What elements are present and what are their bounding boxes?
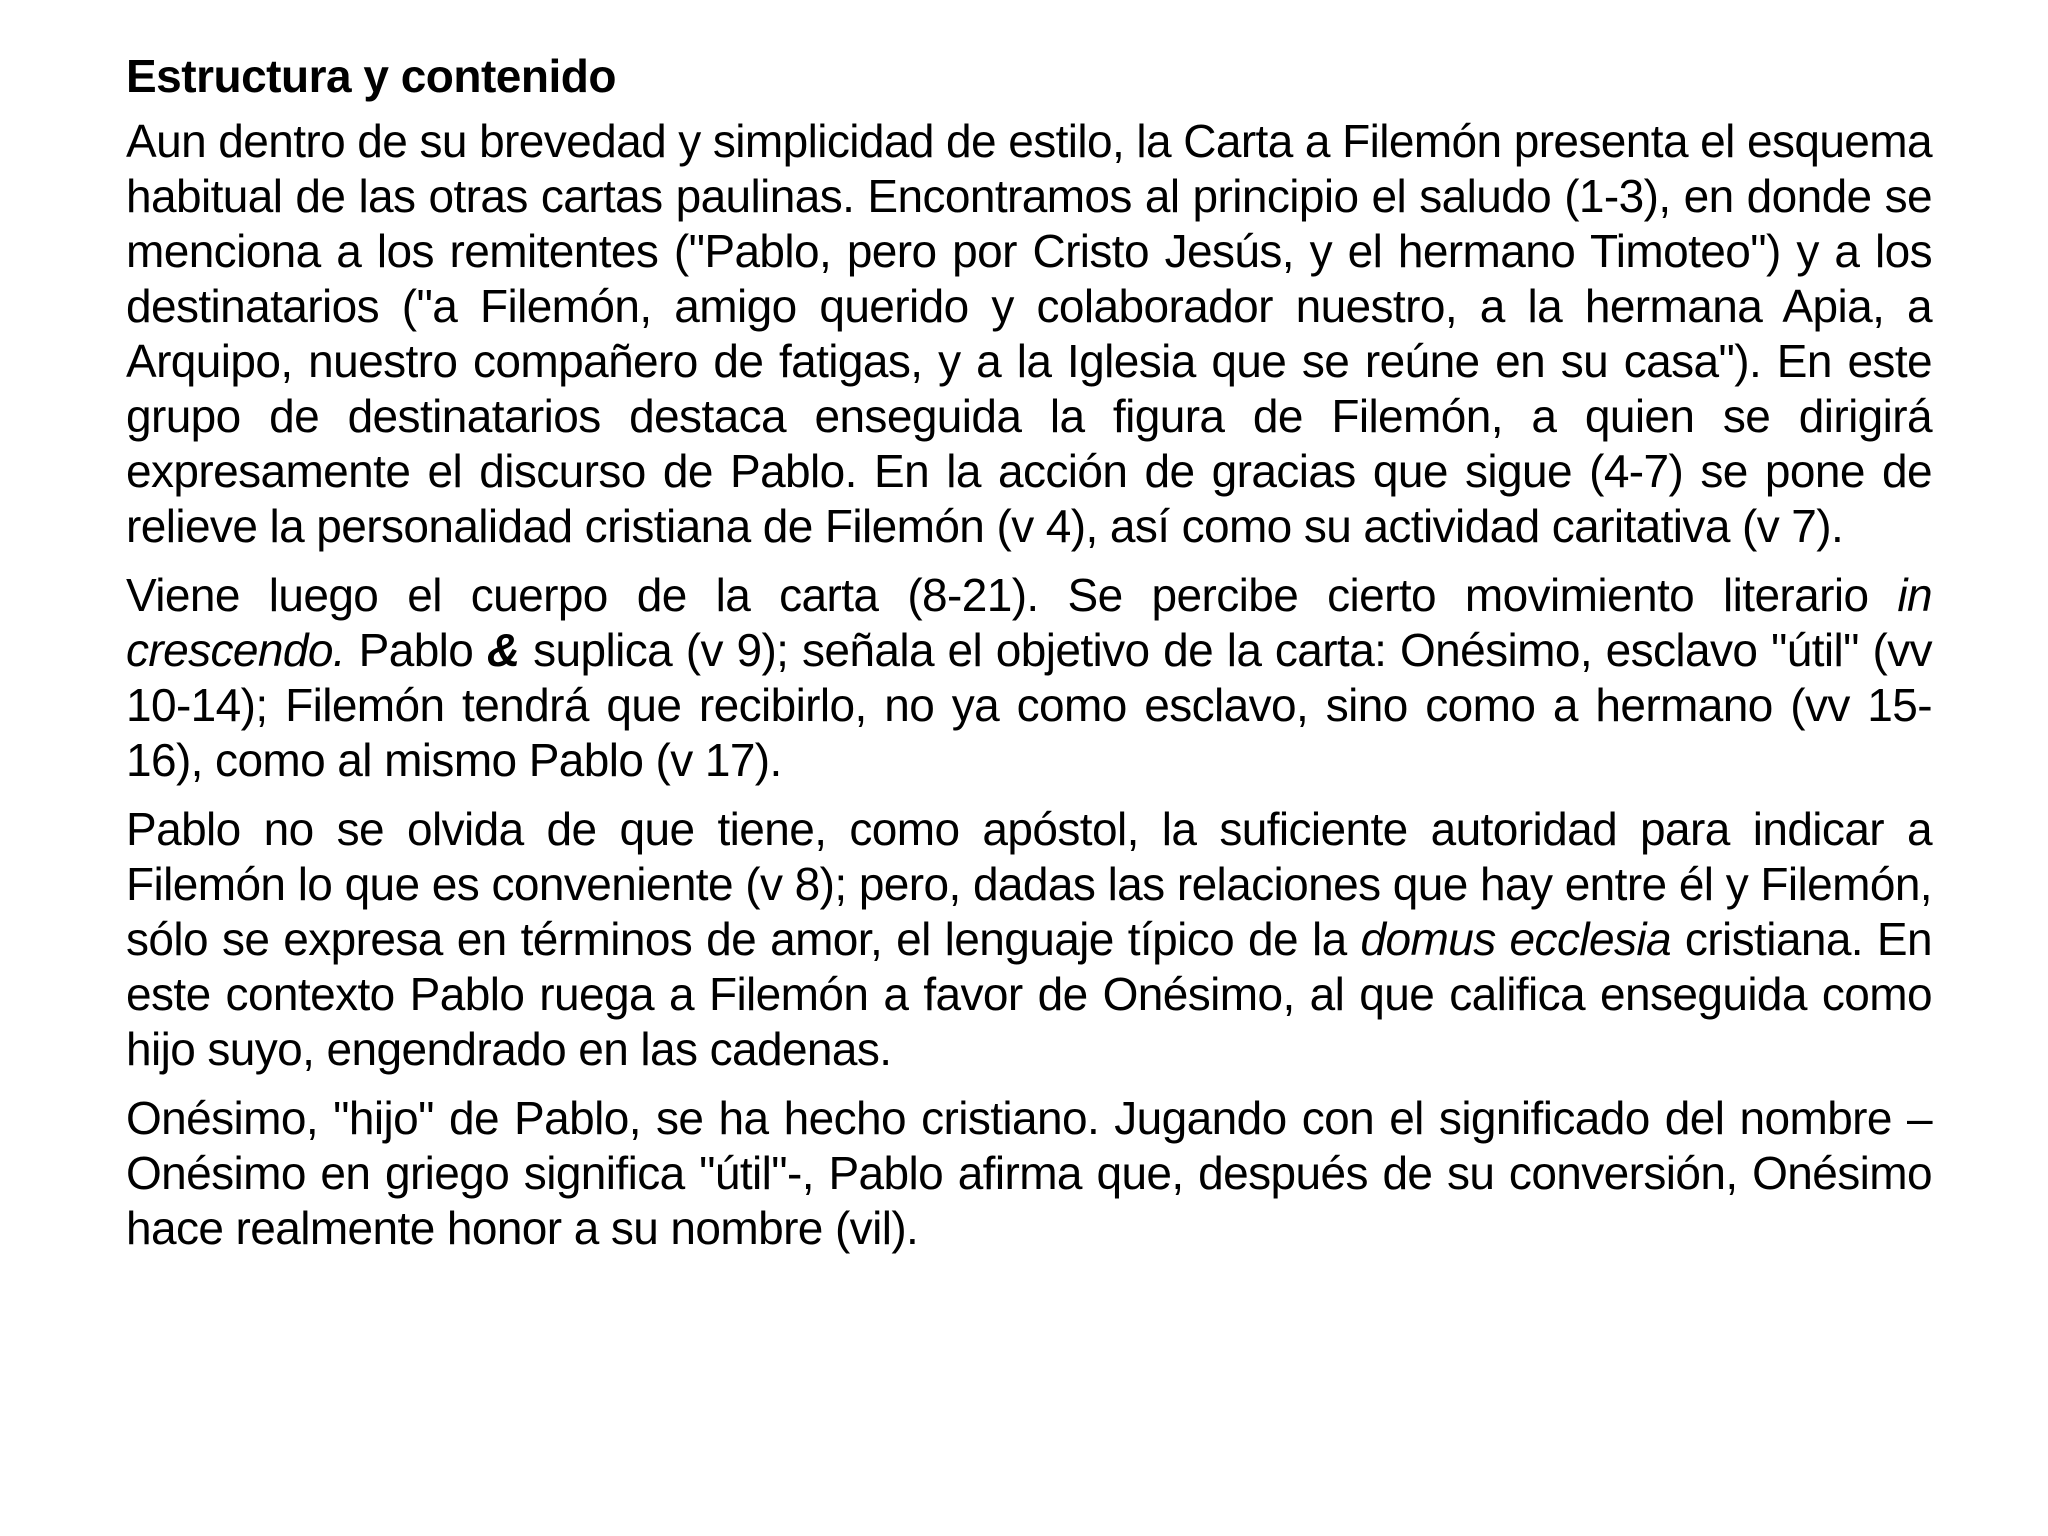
paragraph-text: Pablo <box>345 624 487 676</box>
italic-phrase: in crescendo. <box>126 569 1932 676</box>
paragraph-body-of-letter <box>126 568 1932 788</box>
ampersand-symbol: & <box>486 624 520 676</box>
document-page <box>126 44 1932 1270</box>
paragraph-text: cristiana. En este contexto Pablo ruega a Filemón a favor de Onésimo, al que califica enseguida como hijo suyo, engendrado en las cadenas. <box>126 913 1933 1075</box>
paragraph-text: suplica (v 9); señala el objetivo de la carta: Onésimo, esclavo "útil" (vv 10-14); Filemón tendrá que recibirlo, no ya como esclavo, sino como a hermano (vv 15-16), como al mismo Pablo (v 17). <box>126 624 1932 786</box>
paragraph-text: Pablo no se olvida de que tiene, como apóstol, la suficiente autoridad para indicar a Filemón lo que es conveniente (v 8); pero, dadas las relaciones que hay entre él y Filemón, sólo se expresa en términos de amor, el lenguaje típico de la <box>126 803 1932 965</box>
section-heading: Estructura y contenido <box>126 50 616 102</box>
paragraph-authority <box>126 802 1932 1077</box>
paragraph-structure: Aun dentro de su brevedad y simplicidad de estilo, la Carta a Filemón presenta el esquema habitual de las otras cartas paulinas. Encontramos al principio el saludo (1-3), en donde se menciona a los remitentes ("Pablo, pero por Cristo Jesús, y el hermano Timoteo") y a los destinatarios ("a Filemón, amigo querido y colaborador nuestro, a la hermana Apia, a Arquipo, nuestro compañero de fatigas, y a la Iglesia que se reúne en su casa"). En este grupo de destinatarios destaca enseguida la figura de Filemón, a quien se dirigirá expresamente el discurso de Pablo. En la acción de gracias que sigue (4-7) se pone de relieve la personalidad cristiana de Filemón (v 4), así como su actividad caritativa (v 7). <box>126 115 1932 552</box>
paragraph-onesimo: Onésimo, "hijo" de Pablo, se ha hecho cristiano. Jugando con el significado del nombre –Onésimo en griego significa "útil"-, Pablo afirma que, después de su conversión, Onésimo hace realmente honor a su nombre (vil). <box>126 1092 1932 1254</box>
paragraph-text: Viene luego el cuerpo de la carta (8-21). Se percibe cierto movimiento literario <box>126 569 1898 621</box>
italic-phrase: domus ecclesia <box>1360 913 1671 965</box>
